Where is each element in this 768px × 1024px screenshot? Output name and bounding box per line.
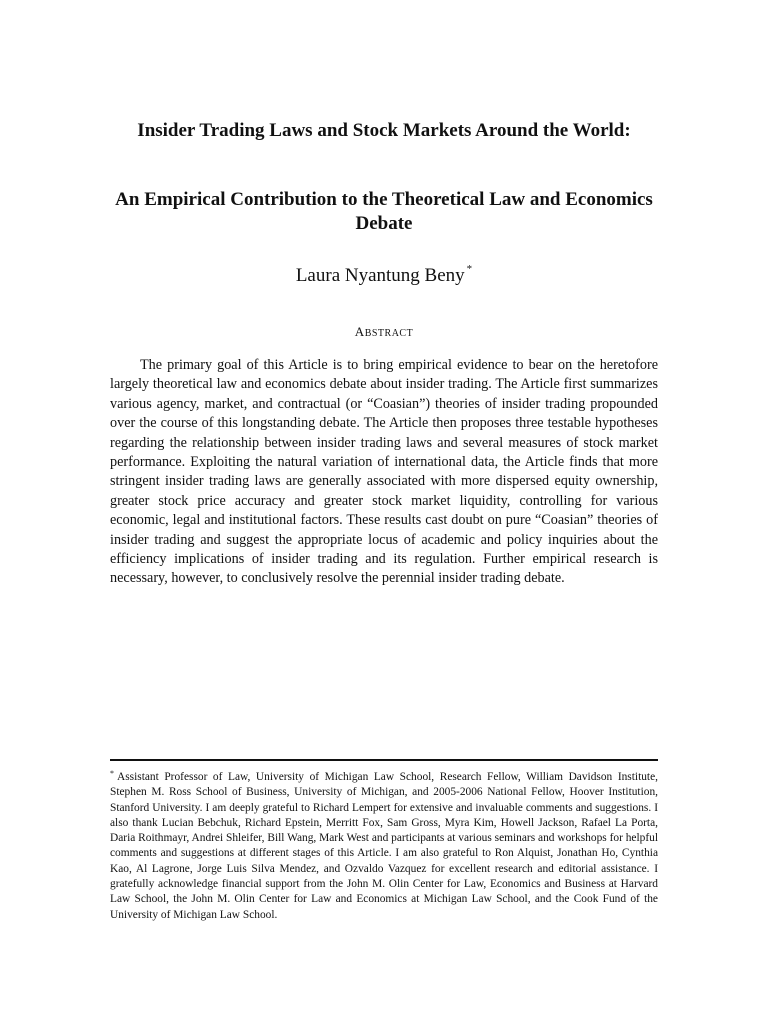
author-line <box>110 257 658 288</box>
paper-title: Insider Trading Laws and Stock Markets Around the World: <box>137 120 631 141</box>
abstract-heading-initial: A <box>354 324 365 339</box>
author-name: Laura Nyantung Beny <box>295 265 465 286</box>
author-footnote-marker[interactable]: * <box>466 263 473 275</box>
footnote-divider <box>110 759 658 761</box>
footnote <box>110 766 658 923</box>
abstract-text: The primary goal of this Article is to bring empirical evidence to bear on the heretofore largely theoretical law and economics debate about insider trading. The Article first summarizes various agency, market, and contractual (or “Coasian”) theories of insider trading propounded over the course of this longstanding debate. The Article then proposes three testable hypotheses regarding the relationship between insider trading laws and several measures of stock market performance. Exploiting the natural variation of international data, the Article finds that more stringent insider trading laws are generally associated with more dispersed equity ownership, greater stock price accuracy and greater stock market liquidity, controlling for various economic, legal and institutional factors. These results cast doubt on pure “Coasian” theories of insider trading and suggest the appropriate locus of academic and policy inquiries about the efficiency implications of insider trading and its regulation. Further empirical research is necessary, however, to conclusively resolve the perennial insider trading debate. <box>110 357 658 587</box>
footnote-marker: * <box>110 769 114 778</box>
footnote-text: Assistant Professor of Law, University of Michigan Law School, Research Fellow, William Davidson Institute, Stephen M. Ross School of Business, University of Michigan, and 2005-2006 National Fellow, Hoover Institution, Stanford University. I am deeply grateful to Richard Lempert for extensive and invaluable comments and suggestions. I also thank Lucian Bebchuk, Richard Epstein, Merritt Fox, Sam Gross, Myra Kim, Howell Jackson, Rafael La Porta, Daria Roithmayr, Andrei Shleifer, Bill Wang, Mark West and participants at various seminars and workshops for helpful comments and suggestions at different stages of this Article. I am also grateful to Ron Alquist, Jonathan Ho, Cynthia Kao, Al Lagrone, Jorge Luis Silva Mendez, and Ozvaldo Vazquez for excellent research and editorial assistance. I gratefully acknowledge financial support from the John M. Olin Center for Law, Economics and Business at Harvard Law School, the John M. Olin Center for Law and Economics at Michigan Law School, and the Cook Fund of the University of Michigan Law School. <box>110 771 658 921</box>
abstract-heading <box>110 324 658 342</box>
paper-subtitle: An Empirical Contribution to the Theoretical Law and Economics Debate <box>115 189 653 234</box>
abstract-heading-rest: BSTRACT <box>364 328 414 339</box>
